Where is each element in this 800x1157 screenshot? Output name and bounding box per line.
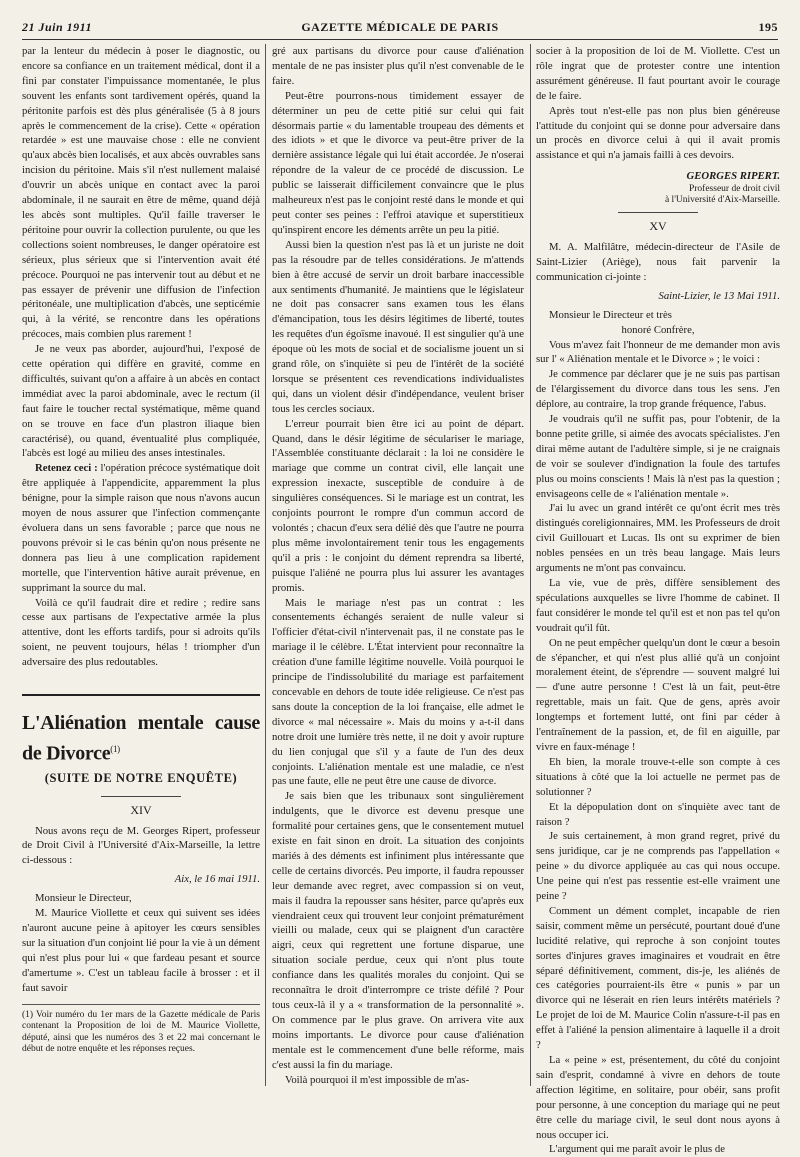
footnote-marker: (1) [110, 744, 120, 755]
paragraph: Et la dépopulation dont on s'inquiète avec tant de raison ? [536, 800, 780, 828]
paragraph: Vous m'avez fait l'honneur de me demander mon avis sur l' « Aliénation mentale et le Divorce » ; le voici : [536, 338, 780, 366]
section-number: XV [649, 219, 667, 234]
salutation: Monsieur le Directeur et très [549, 308, 672, 321]
column-1 [22, 44, 260, 1096]
column-2 [272, 44, 524, 1096]
paragraph: Après tout n'est-elle pas non plus bien généreuse l'attitude du conjoint qui se donne pour adversaire dans un procès en divorce celui à qui il avait promis assistance et qui n'a jamais failli à ces devoirs. [536, 104, 780, 162]
column-3 [536, 44, 780, 1156]
header-rule [22, 39, 778, 40]
footnote: (1) Voir numéro du 1er mars de la Gazette médicale de Paris contenant la Proposition de loi de M. Maurice Viollette, député, ainsi que les numéros des 3 et 22 mai concernant le début de notre enquête et les réponses reçues. [22, 1004, 260, 1056]
paragraph: Je voudrais qu'il ne suffit pas, pour l'obtenir, de la bonne petite grille, si aimée des avocats spécialistes. J'en dirai même autant de l'adultère simple, si je ne craignais de voir se soulever d'indignation la foule des tartufes plus ou moins conscients ! Mais là n'est pas la question ; envisageons celle de « l'aliénation mentale ». [536, 413, 780, 500]
paragraph: L'erreur pourrait bien être ici au point de départ. Quand, dans le désir légitime de séculariser le mariage, l'Assemblée constituante déclarait : la loi ne considère le mariage que comme un contrat civil, elle lançait une expression inexacte, susceptible de conduire à de singulières conséquences. Si le mariage est un contrat, les conjoints pourront le rompre d'un commun accord de volontés ; chacun d'eux sera délié dès que l'autre ne pourra plus même involontairement tenir tous les engagements qu'il a pris : le conjoint du dément reprendra sa liberté, puisque l'aliéné ne pourra plus lui assurer les avantages promis. [272, 417, 524, 594]
paragraph: M. A. Malfilâtre, médecin-directeur de l'Asile de Saint-Lizier (Ariège), nous fait parvenir la communication ci-jointe : [536, 241, 780, 283]
paragraph-text: l'opération précoce systématique doit être appliquée à l'appendicite, apparemment la plus bénigne, pour la simple raison que nous n'avons aucun moyen de nous assurer que l'infection commençante évoluera dans un sens favorable ; parce que nous ne pouvons prévoir si le cas bénin qu'on nous présente ne donnera pas lieu à une complication rapidement mortelle, que l'intervention hâtive aurait prévenue, en supprimant la source du mal. [22, 462, 260, 594]
page-number: 195 [758, 20, 778, 34]
paragraph: Mais le mariage n'est pas un contrat : les consentements échangés seraient de nulle valeur si l'officier d'état-civil n'intervenait pas, il ne constate pas le mariage il le célèbre. L'État intervient pour reconnaître la création d'une famille légitime nouvelle. Voilà pourquoi le principe de l'indissolubilité du mariage est parfaitement concevable en dehors de toute idée religieuse. Ce n'est pas sans doute la conception de la loi française, elle admet le divorce « mal nécessaire ». Mais du moins y a-t-il dans notre droit une lumière très nette, il ne doit y avoir rupture du lien conjugal que s'il y a faute de l'un des deux conjoints. L'aliénation mentale est une maladie, ce n'est pas une faute, elle ne peut être une cause de divorce. [272, 596, 524, 788]
paragraph: J'ai lu avec un grand intérêt ce qu'ont écrit mes très distingués coreligionnaires, MM. les Professeurs de droit civil Guillouart et Lucas. Ils ont su exprimer de bien nobles pensées en un très beau langage. Mais leurs arguments ne m'ont pas convaincu. [536, 502, 780, 575]
column-divider [530, 44, 531, 1086]
journal-title: GAZETTE MÉDICALE DE PARIS [301, 20, 499, 34]
paragraph: La « peine » est, présentement, du côté du conjoint sain d'esprit, condamné à vivre en dehors de toute affection légitime, en solitaire, pour obéir, sans profit pour personne, à une conception du mariage qui ne peut être celle du mariage civil, le seul dont nous ayons à nous occuper ici. [536, 1054, 780, 1141]
paragraph: Nous avons reçu de M. Georges Ripert, professeur de Droit Civil à l'Université d'Aix-Marseille, la lettre ci-dessous : [22, 824, 260, 867]
paragraph: Je sais bien que les tribunaux sont singulièrement indulgents, que le divorce est devenu presque une formalité pour certaines gens, que le consentement mutuel existe en fait sinon en droit. La situation des conjoints mariés à des déments est infiniment plus intéressante que celle de certains divorcés. Peu importe, il faudra repousser leur demande avec regret, avec compassion si on veut, mais il faudra la repousser sans hésiter, parce qu'après eux viendraient ceux qui trouvent leur conjoint prématurément vieilli ou malade, ceux qui se plaignent d'un caractère aigri, ceux qui regrettent une fortune disparue, une situation sociale perdue, ceux qui n'ont plus toute confiance dans les qualités morales du conjoint. Qui se reconnaîtra le droit d'interrompre ce triste défilé ? Pour tous ceux-là il y a « transformation de la personnalité ». On commence par le plus grave. On arrivera vite aux moins importants. Le divorce pour cause d'aliénation mentale est le commencement d'une belle réforme, mais c'est aussi la fin du mariage. [272, 790, 524, 1071]
paragraph: Je suis certainement, à mon grand regret, privé du sens juridique, car je ne comprends pas l'appellation « peine » du divorce appliquée au cas qui nous occupe. Une peine qui n'est pas ressentie est-elle vraiment une peine ? [536, 830, 780, 903]
paragraph: Comment un dément complet, incapable de rien saisir, comment même un persécuté, pourtant doué d'une lucidité relative, qui reproche à son conjoint toutes sortes d'injures graves imaginaires et voudrait en être séparé définitivement, comment, dis-je, les aliénés de ces catégories pourraient-ils être « punis » par un divorce qui ne léserait en rien leurs intérêts matériels ? Le projet de loi de M. Maurice Colin n'assure-t-il pas en effet à l'aliéné la pension alimentaire à laquelle il a droit ? [536, 904, 780, 1052]
paragraph: Je ne veux pas aborder, aujourd'hui, l'exposé de cette opération qui diffère en gravité, comme en difficultés, suivant qu'on a affaire à un abcès en contact immédiat avec la paroi abdominale, avec le rectum (il faut faire le toucher rectal systématique, même quand on se trouve en face d'un plastron iliaque bien caractérisé), ou quand, éventualité plus compliquée, l'abcès est logé au milieu des anses intestinales. [22, 343, 260, 460]
paragraph: Je commence par déclarer que je ne suis pas partisan de l'élargissement du divorce dans tous les sens. J'en déplore, au contraire, la trop grande fréquence, l'abus. [536, 368, 780, 411]
emphasis: Retenez ceci : [35, 462, 98, 475]
section-rule [101, 796, 181, 797]
section-number: XIV [130, 802, 152, 817]
paragraph: M. Maurice Viollette et ceux qui suivent ses idées n'auront aucune peine à apitoyer les cœurs sensibles sur la situation d'un conjoint lié pour la vie à un dément qui n'est plus pour lui « que fardeau pesant et source d'amertume ». C'est un tableau facile à brosser : et il faut savoir [22, 907, 260, 994]
signature-title: Professeur de droit civil [688, 184, 780, 195]
article-title [22, 694, 260, 767]
page-header [22, 20, 778, 38]
paragraph: Voilà ce qu'il faudrait dire et redire ; redire sans cesse aux partisans de l'expectative armée la plus attentive, dont les efforts tardifs, pour si adroits qu'ils soient, ne peuvent toujours, hélas ! triompher d'un adversaire des plus redoutables. [22, 596, 260, 669]
paragraph: socier à la proposition de loi de M. Viollette. C'est un rôle ingrat que de protester contre une intention assurément généreuse. Il faut pourtant avoir le courage de le faire. [536, 45, 780, 102]
title-text: L'Aliénation mentale cause de Divorce [22, 712, 260, 765]
issue-date: 21 Juin 1911 [22, 20, 93, 34]
paragraph: L'argument qui me paraît avoir le plus de [549, 1143, 725, 1156]
signature-name: GEORGES RIPERT. [686, 170, 780, 183]
letter-date: Aix, le 16 mai 1911. [174, 873, 260, 886]
letter-date: Saint-Lizier, le 13 Mai 1911. [658, 289, 780, 302]
salutation: Monsieur le Directeur, [35, 892, 132, 905]
signature-affiliation: à l'Université d'Aix-Marseille. [664, 195, 780, 206]
paragraph: Aussi bien la question n'est pas là et un juriste ne doit pas la résoudre par de telles considérations. Je m'attends bien à être accusé de servir un droit barbare inaccessible aux sentiments d'humanité. Je maintiens que le législateur ne doit pas consacrer sans examen tous les élans d'émancipation, tous les désirs légitimes de liberté, toutes les requêtes d'un égoïsme inavoué. Il est singulier qu'à une époque où les mots de social et de socialisme jouent un si grand rôle, on s'inquiète si peu de l'intérêt de la société lorsque se présentent ces revendications individualistes qui, dans un violent désir d'indépendance, veulent briser tous les cercles sociaux. [272, 238, 524, 415]
article-subtitle: (SUITE DE NOTRE ENQUÊTE) [44, 770, 238, 785]
paragraph [22, 461, 260, 595]
paragraph: La vie, vue de près, diffère sensiblement des spéculations auxquelles se livre l'homme de cabinet. Il faut considérer le monde tel qu'il est et non pas tel qu'on voudrait qu'il fût. [536, 577, 780, 634]
paragraph: gré aux partisans du divorce pour cause d'aliénation mentale de ne pas insister plus qu'il n'est convenable de le faire. [272, 45, 524, 87]
paragraph: Eh bien, la morale trouve-t-elle son compte à ces situations à côté que la loi actuelle ne permet pas de solutionner ? [536, 755, 780, 798]
paragraph: Peut-être pourrons-nous timidement essayer de déterminer un peu de cette pitié sur celui qui fait désormais partie « du lamentable troupeau des déments et des idiots » et que le divorce va peut-être priver de la dernière assistance légale qui lui était accordée. Je n'oserai répondre de la valeur de ce procédé de discussion. Le public se laisserait difficilement convaincre que le plus malheureux n'est pas le conjoint resté dans le monde et qui peut conter ses peines : l'effroi atavique et superstitieux qu'inspirent encore les déments arrête un peu la pitié. [272, 89, 524, 236]
section-rule [618, 212, 698, 213]
paragraph: Voilà pourquoi il m'est impossible de m'as- [285, 1073, 470, 1086]
paragraph: par la lenteur du médecin à poser le diagnostic, ou encore sa confiance en un traitement médical, dont il a fini par constater l'impuissance momentanée, le plus souvent les enfants sont tardivement opérés, quand la péritonite parfois est dès plus généralisée (5 à 8 jours après le commencement de la crise). Cette « opération retardée » est une mauvaise chose : elle ne convient qu'aux abcès bien localisés, et aux abcès ouvrables sans incision du péritoine. Mais s'il n'est nullement malaisé d'ouvrir un abcès unique en contact avec la paroi abdominale, il ne saurait en être de même, quand déjà les abcès sont multiples. Qu'il faille traverser le péritoine pour ouvrir la collection purulente, ou que les collections soient nombreuses, le danger opératoire est sérieux, plus sérieux que si l'intervention avait été précoce. Pourquoi ne pas intervenir tout au début et ne pas essayer de prévenir une diffusion de l'infection péritonéale, une multiplication d'abcès, une septicémie qui, à la vérité, se rencontre dans les opérations précoces, mais combien plus rarement ! [22, 45, 260, 341]
column-divider [265, 44, 266, 1086]
paragraph: On ne peut empêcher quelqu'un dont le cœur a besoin de s'épancher, et qui n'est plus allié qu'à un conjoint moralement éteint, de s'éprendre — souvent malgré lui — d'une autre personne ! C'est là un fait, peut-être regrettable, mais un fait. Que de gens, après avoir longtemps et fortement lutté, ont fini par céder à l'entraînement de la passion, et, de fil en aiguille, par vivre en faux-ménage ! [536, 636, 780, 753]
salutation: honoré Confrère, [621, 323, 695, 336]
